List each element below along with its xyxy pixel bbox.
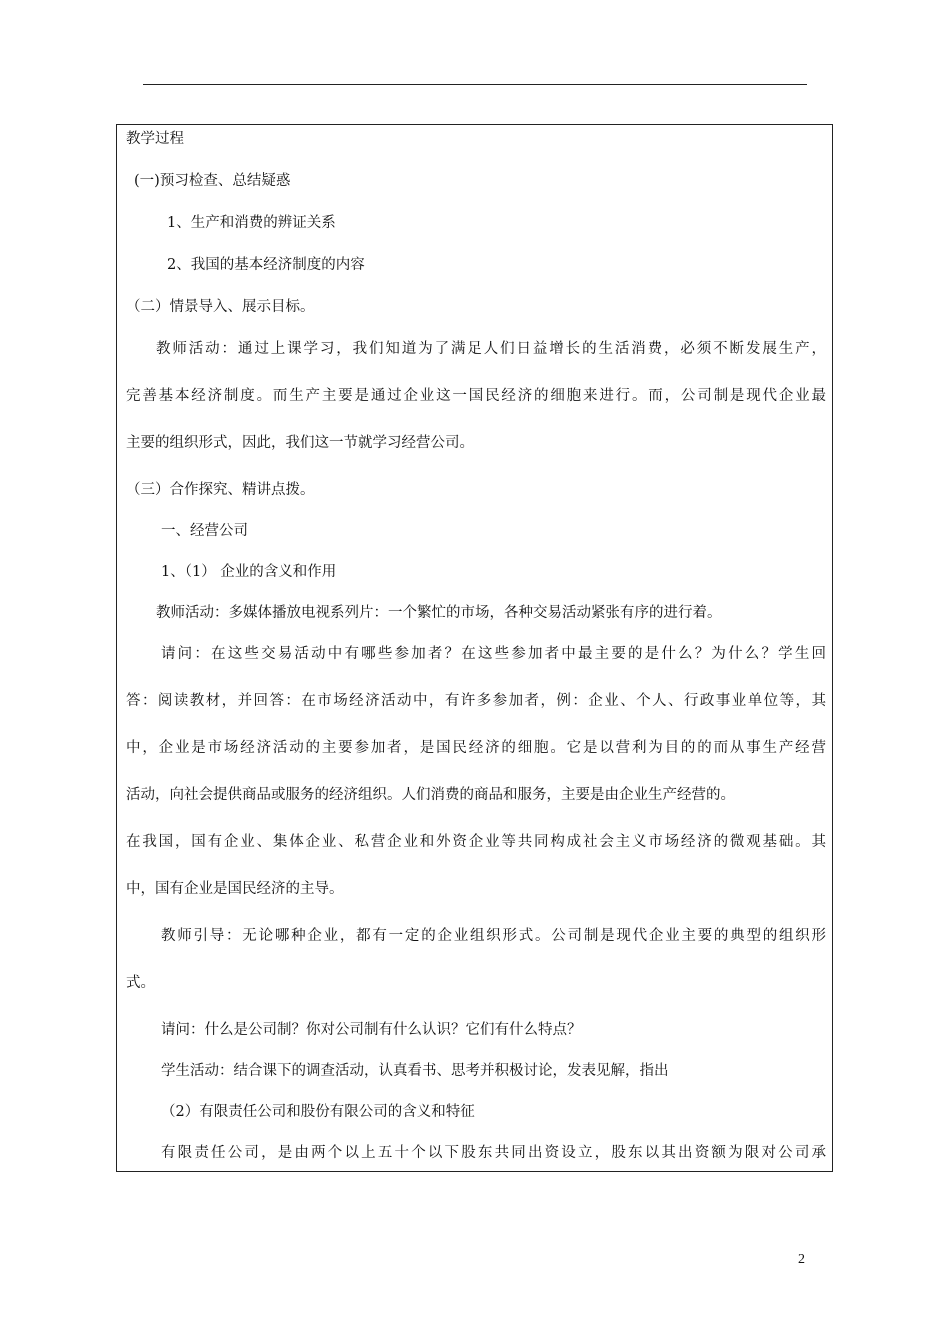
paragraph-line: 请问：什么是公司制？你对公司制有什么认识？它们有什么特点？ — [161, 1022, 582, 1038]
paragraph-line: 在我国，国有企业、集体企业、私营企业和外资企业等共同构成社会主义市场经济的微观基础。其 — [126, 834, 826, 850]
paragraph-line: 学生活动：结合课下的调查活动，认真看书、思考并积极讨论，发表见解，指出 — [161, 1063, 669, 1079]
paragraph-line: 教师活动：多媒体播放电视系列片：一个繁忙的市场，各种交易活动紧张有序的进行着。 — [156, 605, 722, 621]
list-item: 2、我国的基本经济制度的内容 — [167, 257, 365, 273]
paragraph-line: 答：阅读教材，并回答：在市场经济活动中，有许多参加者，例：企业、个人、行政事业单位等，其 — [126, 693, 826, 709]
paragraph-line: 请问：在这些交易活动中有哪些参加者？在这些参加者中最主要的是什么？为什么？学生回 — [161, 646, 826, 662]
topic-subheading: （2）有限责任公司和股份有限公司的含义和特征 — [161, 1104, 475, 1120]
subsection-heading-cooperative-inquiry: （三）合作探究、精讲点拨。 — [126, 482, 315, 498]
topic-subheading: 1、（1） 企业的含义和作用 — [161, 564, 337, 580]
section-heading-teaching-process: 教学过程 — [126, 131, 184, 147]
page-number: 2 — [798, 1252, 805, 1267]
paragraph-line: 中，企业是市场经济活动的主要参加者，是国民经济的细胞。它是以营利为目的的而从事生产经营 — [126, 740, 826, 756]
list-item: 1、生产和消费的辨证关系 — [167, 215, 336, 231]
paragraph-line: 教师活动：通过上课学习，我们知道为了满足人们日益增长的生活消费，必须不断发展生产， — [156, 341, 826, 357]
lesson-content-table-cell — [116, 124, 833, 1172]
paragraph-line: 式。 — [126, 975, 155, 991]
paragraph-line: 有限责任公司，是由两个以上五十个以下股东共同出资设立，股东以其出资额为限对公司承 — [161, 1145, 826, 1161]
topic-heading-operating-company: 一、经营公司 — [161, 523, 248, 539]
paragraph-line: 完善基本经济制度。而生产主要是通过企业这一国民经济的细胞来进行。而，公司制是现代企业最 — [126, 388, 826, 404]
header-rule — [143, 84, 807, 85]
paragraph-line: 教师引导：无论哪种企业，都有一定的企业组织形式。公司制是现代企业主要的典型的组织形 — [161, 928, 826, 944]
paragraph-line: 主要的组织形式，因此，我们这一节就学习经营公司。 — [126, 435, 474, 451]
subsection-heading-scenario-intro: （二）情景导入、展示目标。 — [126, 299, 315, 315]
subsection-heading-preview-check: (一)预习检查、总结疑惑 — [134, 173, 291, 189]
paragraph-line: 活动，向社会提供商品或服务的经济组织。人们消费的商品和服务，主要是由企业生产经营的。 — [126, 787, 735, 803]
paragraph-line: 中，国有企业是国民经济的主导。 — [126, 881, 344, 897]
